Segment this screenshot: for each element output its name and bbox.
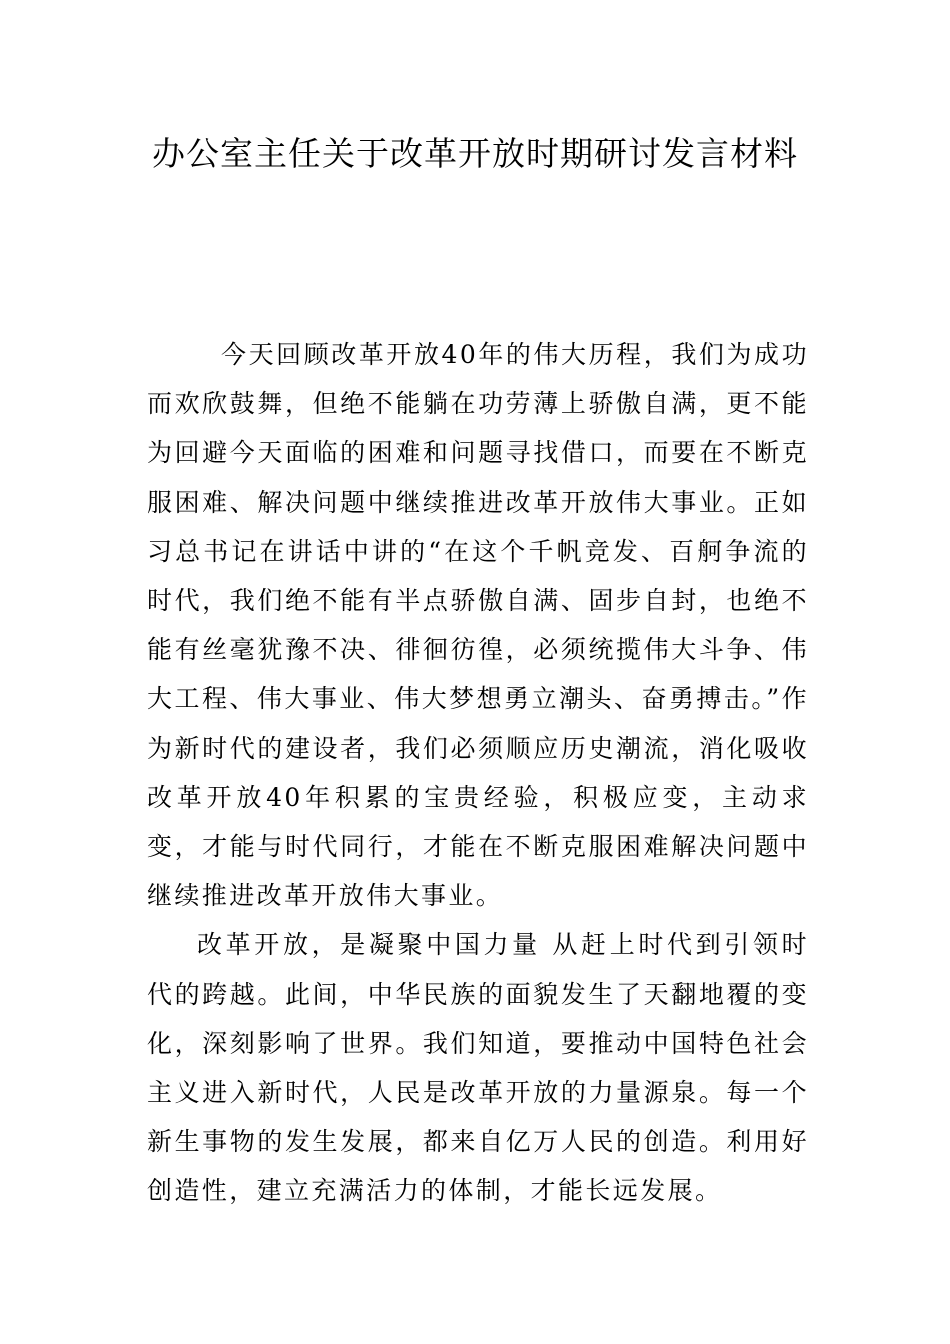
paragraph-1: 今天回顾改革开放40年的伟大历程，我们为成功而欢欣鼓舞，但绝不能躺在功劳薄上骄傲自满，更不能为回避今天面临的困难和问题寻找借口，而要在不断克服困难、解决问题中继续推进改革开放伟大事业。正如习总书记在讲话中讲的“在这个千帆竞发、百舸争流的时代，我们绝不能有半点骄傲自满、固步自封，也绝不能有丝毫犹豫不决、徘徊彷徨，必须统揽伟大斗争、伟大工程、伟大事业、伟大梦想勇立潮头、奋勇搏击。”作为新时代的建设者，我们必须顺应历史潮流，消化吸收改革开放40年积累的宝贵经验，积极应变，主动求变，才能与时代同行，才能在不断克服困难解决问题中继续推进改革开放伟大事业。 <box>147 340 809 911</box>
paragraph-2: 改革开放，是凝聚中国力量 从赶上时代到引领时代的跨越。此间，中华民族的面貌发生了天翻地覆的变化，深刻影响了世界。我们知道，要推动中国特色社会主义进入新时代，人民是改革开放的力量源泉。每一个新生事物的发生发展，都来自亿万人民的创造。利用好创造性，建立充满活力的体制，才能长远发展。 <box>147 930 809 1206</box>
document-title: 办公室主任关于改革开放时期研讨发言材料 <box>152 134 798 173</box>
document-body <box>147 330 809 1216</box>
